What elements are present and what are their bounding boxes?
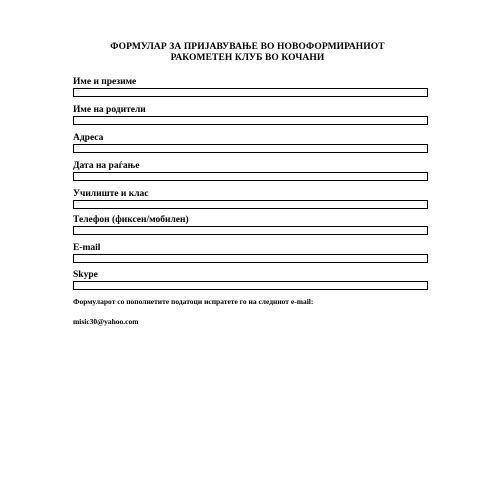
full-name-label: Име и презиме	[73, 77, 137, 87]
phone-label: Телефон (фиксен/мобилен)	[73, 215, 189, 225]
birth-date-input[interactable]	[73, 172, 428, 181]
form-title-line-2: РАКОМЕТЕН КЛУБ ВО КОЧАНИ	[170, 53, 325, 63]
phone-input[interactable]	[73, 226, 428, 235]
school-class-label: Училиште и клас	[73, 189, 149, 199]
field-full-name	[73, 77, 428, 97]
email-label: E-mail	[73, 243, 101, 253]
field-email	[73, 243, 428, 263]
field-skype	[73, 270, 428, 290]
address-input[interactable]	[73, 144, 428, 153]
field-school-class	[73, 189, 428, 209]
field-address	[73, 133, 428, 153]
address-label: Адреса	[73, 133, 104, 143]
parents-name-label: Име на родители	[73, 105, 146, 115]
field-phone	[73, 215, 428, 235]
contact-email: misic30@yahoo.com	[73, 317, 139, 326]
birth-date-label: Дата на раѓање	[73, 161, 140, 171]
parents-name-input[interactable]	[73, 116, 428, 125]
skype-input[interactable]	[73, 281, 428, 290]
form-title-line-1: ФОРМУЛАР ЗА ПРИЈАВУВАЊЕ ВО НОВОФОРМИРАНИОТ	[110, 42, 385, 52]
school-class-input[interactable]	[73, 200, 428, 209]
email-input[interactable]	[73, 254, 428, 263]
submission-instructions: Формуларот со пополнетите податоци испратете го на следниот e-mail:	[73, 297, 314, 306]
form-title	[60, 42, 435, 64]
full-name-input[interactable]	[73, 88, 428, 97]
field-birth-date	[73, 161, 428, 181]
field-parents-name	[73, 105, 428, 125]
skype-label: Skype	[73, 270, 98, 280]
